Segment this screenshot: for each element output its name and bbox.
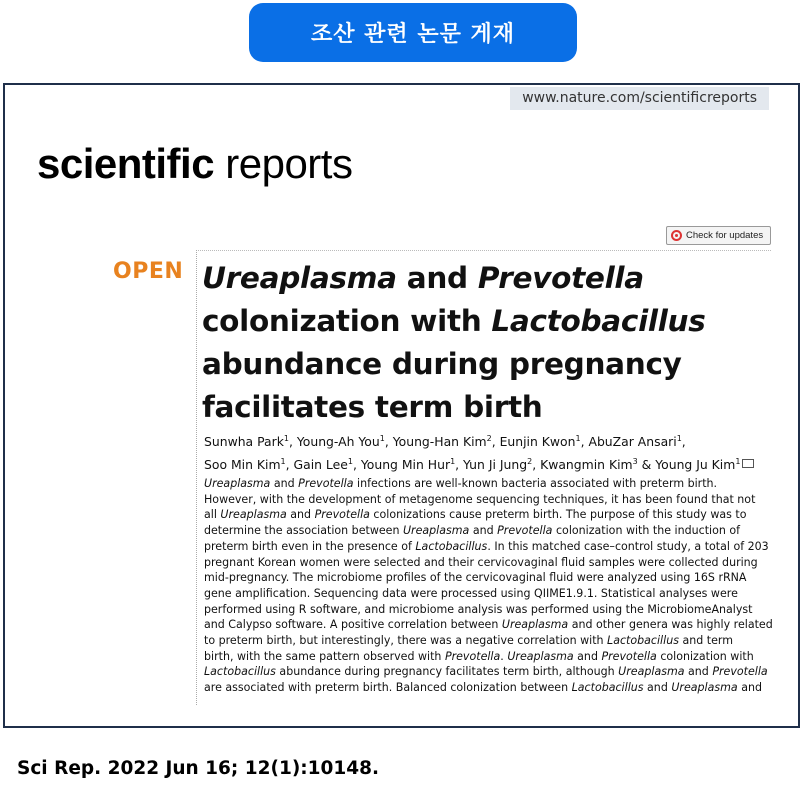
abstract-text: and [286,508,315,522]
author-name[interactable]: , Young-Han Kim [384,434,487,450]
abstract-italic-text: Ureaplasma [220,508,287,522]
abstract-line [204,492,779,508]
abstract-line [204,570,779,586]
abstract-text: and [643,681,672,695]
abstract-text: determine the association between [204,524,403,538]
abstract-italic-text: Lactobacillus [415,539,488,553]
abstract-line [204,539,779,555]
affiliation-marker: 3 [632,457,638,467]
abstract-text: colonization with the induction of [552,524,741,538]
abstract-line [204,507,779,523]
journal-logo-regular: reports [225,140,353,187]
paper-preview [3,83,800,728]
abstract-text: colonizations cause preterm birth. The purpose of this study was to [369,508,747,522]
abstract-italic-text: Prevotella [497,524,553,538]
announcement-banner [249,3,577,62]
journal-logo [37,140,352,188]
abstract-italic-text: Lactobacillus [607,634,679,648]
journal-url[interactable]: www.nature.com/scientificreports [510,87,769,110]
abstract-italic-text: Ureaplasma [501,618,569,632]
title-part: abundance during pregnancy facilitates term birth [202,347,682,424]
abstract-italic-text: Ureaplasma [507,649,574,663]
abstract-italic-text: Prevotella [601,649,657,663]
abstract-italic-text: Ureaplasma [204,477,271,490]
abstract-line [204,523,779,539]
abstract-text: all [204,508,221,522]
citation: Sci Rep. 2022 Jun 16; 12(1):10148. [17,758,380,779]
title-part: and [396,261,478,295]
check-updates-label: Check for updates [686,230,764,241]
abstract-text: and [573,649,602,663]
abstract-text: and Calypso software. A positive correlation between [204,618,502,632]
author-name[interactable]: , Young-Ah You [288,434,380,450]
author-name[interactable]: , Gain Lee [285,457,348,473]
abstract-text: and other genera was highly related [568,618,773,632]
open-access-label: OPEN [113,259,184,284]
abstract-line [204,680,779,696]
abstract-italic-text: Prevotella [298,477,354,490]
author-name[interactable]: , Yun Ji Jung [455,457,528,473]
author-name[interactable]: , Eunjin Kwon [491,434,576,450]
abstract-text: . In this matched case–control study, a total of 203 [487,539,769,553]
author-name[interactable]: , AbuZar Ansari [580,434,677,450]
abstract-text: infections are well-known bacteria associated with preterm birth. [353,477,718,490]
abstract-line [204,555,779,571]
abstract-text: abundance during pregnancy facilitates term birth, although [275,665,619,679]
abstract-text: pregnant Korean women were selected and their cervicovaginal fluid samples were collected during [204,555,758,569]
affiliation-marker: 1 [735,457,741,467]
abstract-text: mid-pregnancy. The microbiome profiles of the cervicovaginal fluid were analyzed using 16S rRNA [204,571,747,585]
title-part: Lactobacillus [491,304,706,338]
column-divider [196,250,197,705]
affiliation-marker: 1 [379,434,385,443]
abstract-line [204,586,779,602]
abstract-text: birth, with the same pattern observed with [204,649,445,663]
abstract-text: to preterm birth, but interestingly, there was a negative correlation with [204,634,608,648]
update-icon [671,230,682,241]
affiliation-marker: 1 [280,457,286,467]
divider [196,250,771,251]
abstract-line [204,617,779,633]
abstract-text: and [469,524,498,538]
abstract-text: performed using R software, and microbiome analysis was performed using the MicrobiomeAnalyst [204,602,753,616]
abstract-text: colonization with [656,649,754,663]
abstract-text: are associated with preterm birth. Balanced colonization between [204,681,572,695]
abstract-text: and [270,477,299,490]
author-line [204,429,774,452]
journal-logo-bold: scientific [37,140,215,187]
affiliation-marker: 1 [347,457,353,467]
abstract-text: and [684,665,713,679]
abstract-italic-text: Prevotella [444,649,501,663]
abstract-italic-text: Ureaplasma [618,665,685,679]
affiliation-marker: 1 [450,457,456,467]
abstract-line [204,649,779,665]
abstract-text: However, with the development of metagenome sequencing techniques, it has been found that not [204,492,756,506]
abstract-italic-text: Lactobacillus [571,681,644,695]
abstract [204,476,779,696]
abstract-text: . [500,649,508,663]
author-name[interactable]: Sunwha Park [204,434,284,450]
check-for-updates-button[interactable] [666,226,771,245]
abstract-italic-text: Prevotella [712,665,768,679]
abstract-text: gene amplification. Sequencing data were processed using QIIME1.9.1. Statistical analyses were [204,586,738,600]
author-line [204,452,774,475]
author-name[interactable]: , [681,434,686,450]
abstract-italic-text: Lactobacillus [204,665,276,679]
abstract-line [204,664,779,680]
author-name[interactable]: & Young Ju Kim [637,457,736,473]
author-name[interactable]: Soo Min Kim [204,457,281,473]
abstract-line [204,633,779,649]
paper-title [202,257,762,429]
abstract-italic-text: Ureaplasma [402,524,470,538]
abstract-text: and term [678,634,734,648]
author-name[interactable]: , Kwangmin Kim [532,457,633,473]
author-list [204,429,774,475]
abstract-italic-text: Prevotella [314,508,370,522]
banner-label: 조산 관련 논문 게재 [311,22,515,47]
affiliation-marker: 1 [283,434,289,443]
title-part: colonization with [202,304,492,338]
abstract-line [204,602,779,618]
affiliation-marker: 1 [676,434,682,443]
title-part: Prevotella [477,261,644,295]
affiliation-marker: 2 [527,457,533,467]
author-name[interactable]: , Young Min Hur [352,457,451,473]
abstract-text: and [737,681,762,695]
email-icon[interactable] [742,459,754,468]
abstract-line [204,476,779,492]
title-part: Ureaplasma [202,261,397,295]
affiliation-marker: 1 [575,434,581,443]
affiliation-marker: 2 [486,434,492,443]
abstract-text: preterm birth even in the presence of [204,539,416,553]
abstract-italic-text: Ureaplasma [671,681,738,695]
